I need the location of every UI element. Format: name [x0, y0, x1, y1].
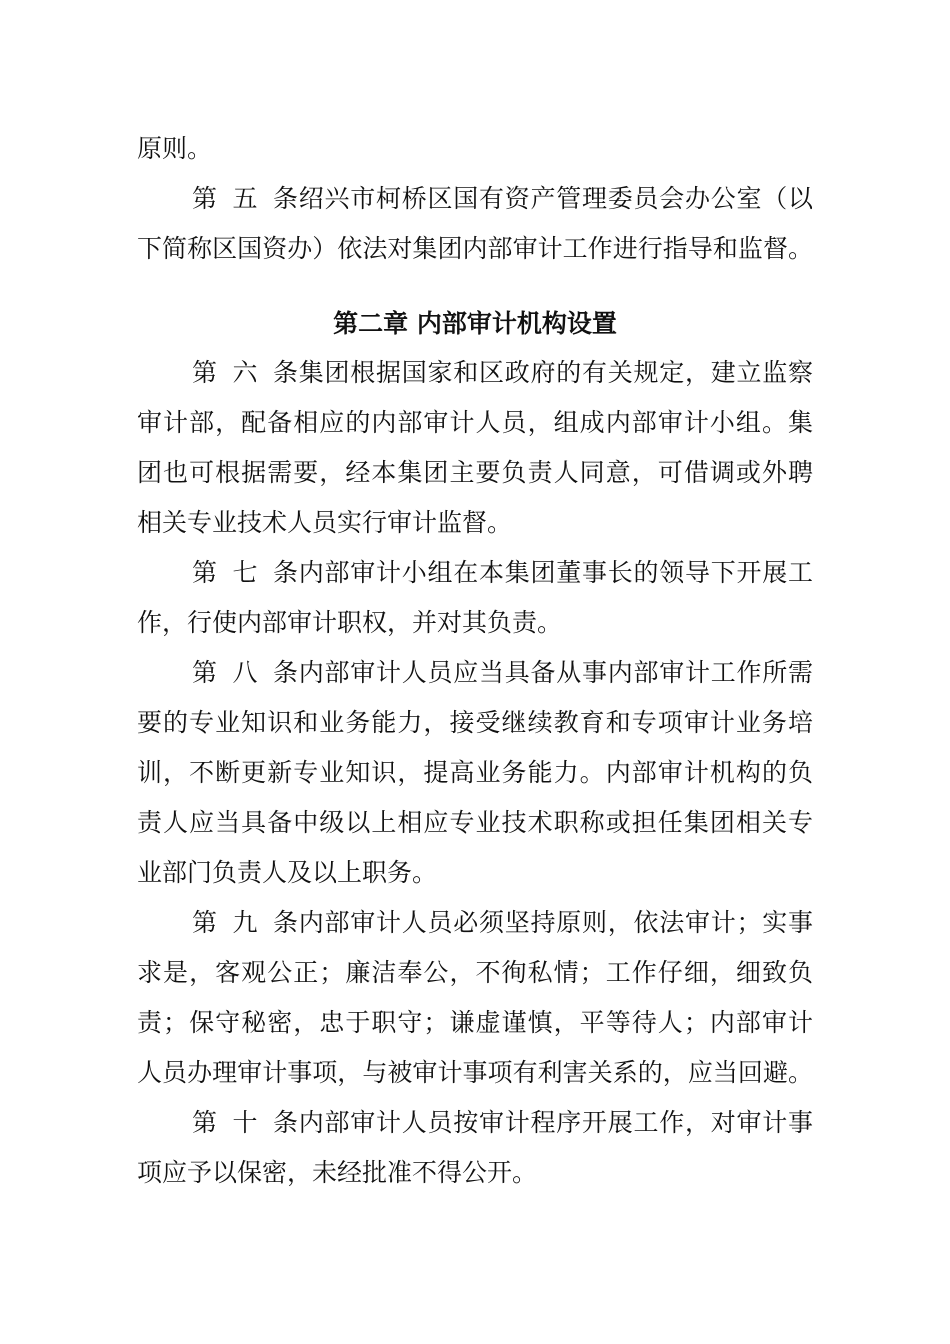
text-line: 项应予以保密，未经批准不得公开。: [137, 1158, 538, 1187]
text-line: 相关专业技术人员实行审计监督。: [137, 508, 513, 537]
article-7-line: [192, 553, 813, 593]
article-label: 第五条: [192, 184, 298, 213]
text-line: 责人应当具备中级以上相应专业技术职称或担任集团相关专: [137, 808, 813, 837]
article-8-line: [192, 653, 813, 693]
text-fragment: 内部审计人员必须坚持原则，依法审计；实事: [298, 908, 813, 937]
article-label: 第十条: [192, 1108, 298, 1137]
text-line: 原则。: [137, 134, 213, 163]
text-line: 人员办理审计事项，与被审计事项有利害关系的，应当回避。: [137, 1058, 813, 1087]
text-line: 团也可根据需要，经本集团主要负责人同意，可借调或外聘: [137, 458, 813, 487]
text-line: 求是，客观公正；廉洁奉公，不徇私情；工作仔细，细致负: [137, 958, 813, 987]
text-line: 业部门负责人及以上职务。: [137, 858, 438, 887]
text-fragment: 内部审计人员按审计程序开展工作，对审计事: [298, 1108, 813, 1137]
article-label: 第七条: [192, 558, 298, 587]
text-line: 下简称区国资办）依法对集团内部审计工作进行指导和监督。: [137, 234, 813, 263]
article-5-line: [192, 179, 813, 219]
text-line: 训，不断更新专业知识，提高业务能力。内部审计机构的负: [137, 758, 813, 787]
article-label: 第六条: [192, 358, 298, 387]
text-line: 责；保守秘密，忠于职守；谦虚谨慎，平等待人；内部审计: [137, 1008, 813, 1037]
text-fragment: 集团根据国家和区政府的有关规定，建立监察: [298, 358, 813, 387]
text-fragment: 绍兴市柯桥区国有资产管理委员会办公室（以: [298, 184, 813, 213]
article-9-line: [192, 903, 813, 943]
chapter-heading: 第二章 内部审计机构设置: [333, 309, 617, 338]
text-fragment: 内部审计小组在本集团董事长的领导下开展工: [298, 558, 813, 587]
text-line: 审计部，配备相应的内部审计人员，组成内部审计小组。集: [137, 408, 813, 437]
text-line: 作，行使内部审计职权，并对其负责。: [137, 608, 563, 637]
article-label: 第八条: [192, 658, 298, 687]
article-10-line: [192, 1103, 813, 1143]
text-line: 要的专业知识和业务能力，接受继续教育和专项审计业务培: [137, 708, 813, 737]
text-fragment: 内部审计人员应当具备从事内部审计工作所需: [298, 658, 813, 687]
article-6-line: [192, 353, 813, 393]
article-label: 第九条: [192, 908, 298, 937]
